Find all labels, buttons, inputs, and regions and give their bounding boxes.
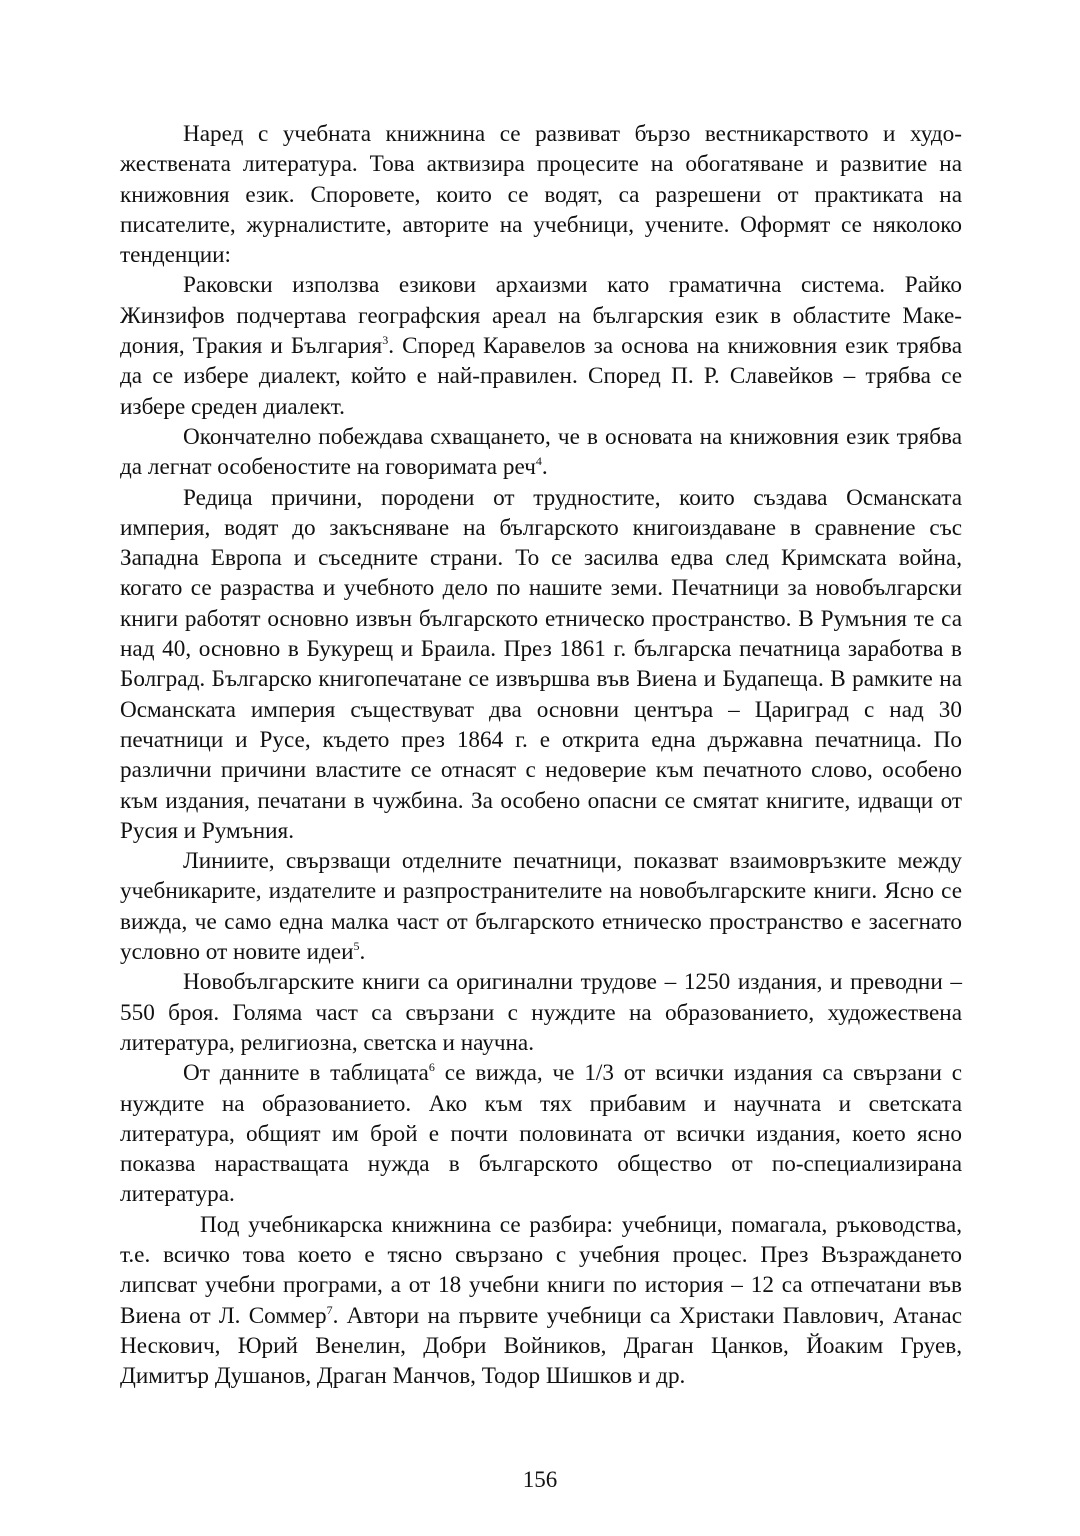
body-text: [120, 119, 962, 1391]
paragraph-7: [120, 1058, 962, 1209]
paragraph-text: Новобългарските книги са оригинални трудове – 1250 издания, и преводни – 550 броя. Голяма част са свързани с нуждите на образованието, художествена литература, религиозна, светска и научна.: [120, 969, 962, 1056]
footnote-ref-5[interactable]: 5: [353, 939, 360, 954]
footnote-ref-7[interactable]: 7: [326, 1302, 333, 1317]
paragraph-1: [120, 119, 962, 270]
paragraph-text: .: [359, 939, 366, 966]
paragraph-text: . Според Каравелов за основа на книжовния език трябва да се избере диалект, който е най-правилен. Според П. Р. Славейков – трябва се избере среден диалект.: [120, 333, 962, 420]
paragraph-8: [120, 1210, 962, 1392]
paragraph-text: . Автори на първите учебници са Христаки Павлович, Атанас Нескович, Юрий Венелин, Добри Войников, Драган Цанков, Йоаким Груев, Димитър Душанов, Драган Манчов, Тодор Шишков и др.: [120, 1302, 962, 1390]
footnote-ref-3[interactable]: 3: [382, 333, 389, 348]
paragraph-text: Наред с учебната книжнина се развиват бързо вестникарството и художествената литература. Това актвизира процесите на обогатяване и развитие на книжовния език. Споровете, които се водят, са разрешени от практиката на писателите, журналистите, авторите на учебници, учените. Оформят се няколоко тенденции:: [120, 121, 962, 269]
paragraph-6: [120, 967, 962, 1058]
paragraph-text: Под учебникарска книжнина се разбира: учебници, помагала, ръководства, т.е. всичко това което е тясно свързано с учебния процес. През Възраждането липсват учебни програми, а от 18 учебни книги по история – 12 са отпечатани във Виена от Л. Соммер: [120, 1211, 962, 1329]
paragraph-text: Редица причини, породени от трудностите, които създава Османската империя, водят до закъсняване на българското книгоиздаване в сравнение със Западна Европа и съседните страни. То се засилва едва след Кримската война, когато се разраства и учебното дело по нашите земи. Печатници за новобългарски книги работят основно извън българското етническо пространство. В Румъния те са над 40, основно в Букурещ и Браила. През 1861 г. българска печатница заработва в Болград. Българско книгопечатане се извършва във Виена и Будапеща. В рамките на Османската империя съществуват два основни центъра – Цариград с над 30 печатници и Русе, където през 1864 г. е открита една държавна печатница. По различни причини властите се отнасят с недоверие към печатното слово, особено към издания, печатани в чужбина. За особено опасни се смятат книгите, идващи от Русия и Румъния.: [120, 484, 962, 844]
paragraph-text: Окончателно побеждава схващането, че в основата на книжовния език трябва да легнат особеностите на говоримата реч: [120, 423, 962, 481]
paragraph-3: [120, 422, 962, 483]
paragraph-5: [120, 846, 962, 967]
paragraph-text: Раковски използва езикови архаизми като граматична система. Райко Жинзифов подчертава географския ареал на българския език в областите Македония, Тракия и България: [120, 272, 962, 360]
footnote-ref-4[interactable]: 4: [535, 454, 542, 469]
paragraph-4: [120, 483, 962, 847]
paragraph-2: [120, 270, 962, 421]
page-number: 156: [522, 1467, 558, 1492]
paragraph-text: се вижда, че 1/3 от всички издания са свързани с нуждите на образованието. Ако към тях прибавим и научната и светската литература, общият им брой е почти половината от всички издания, което ясно показва нарастващата нужда в българското общество от по-специализирана литература.: [120, 1060, 962, 1208]
paragraph-text: От данните в таблицата: [183, 1060, 429, 1087]
paragraph-text: Линиите, свързващи отделните печатници, показват взаимовръзките между учебникарите, издателите и разпространителите на новобългарските книги. Ясно се вижда, че само една малка част от българското етническо пространство е засегнато условно от новите идеи: [120, 848, 962, 966]
footnote-ref-6[interactable]: 6: [428, 1060, 435, 1075]
paragraph-text: .: [541, 454, 548, 481]
